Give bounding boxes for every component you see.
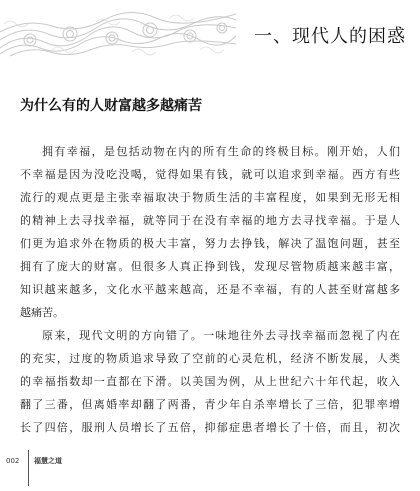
footer-divider bbox=[28, 450, 29, 486]
text-line: 的幸福指数却一直都在下滑。以美国为例，从上世纪六十年代起，收入 bbox=[20, 375, 400, 388]
text-line: 的精神上去寻找幸福，就等同于在没有幸福的地方去寻找幸福。于是人 bbox=[20, 214, 400, 227]
text-line: 拥有幸福，是包括动物在内的所有生命的终极目标。刚开始，人们 bbox=[42, 145, 400, 158]
page-number: 002 bbox=[6, 457, 20, 465]
text-line: 不幸福是因为没吃没喝，觉得如果有钱，就可以追求到幸福。西方有些 bbox=[20, 168, 400, 181]
text-line: 长了四倍，服刑人员增长了五倍，抑郁症患者增长了十倍，而且，初次 bbox=[20, 421, 400, 434]
text-line: 翻了三番，但离婚率却翻了两番，青少年自杀率增长了三倍，犯罪率增 bbox=[20, 398, 400, 411]
text-line: 拥有了庞大的财富。但很多人真正挣到钱，发现尽管物质越来越丰富， bbox=[20, 260, 400, 273]
text-line: 流行的观点更是主张幸福取决于物质生活的丰富程度，如果到无形无相 bbox=[20, 191, 400, 204]
section-heading: 为什么有的人财富越多越痛苦 bbox=[20, 98, 202, 114]
body-text bbox=[20, 140, 400, 439]
chapter-title: 一、现代人的困惑 bbox=[254, 26, 406, 47]
text-line: 们更为追求外在物质的极大丰富，努力去挣钱，解决了温饱问题，甚至 bbox=[20, 237, 400, 250]
cloud-pattern-decoration bbox=[0, 10, 236, 58]
text-line: 越痛苦。 bbox=[20, 306, 64, 319]
book-title: 福慧之道 bbox=[34, 457, 62, 465]
page-footer bbox=[6, 455, 19, 467]
text-line: 知识越来越多，文化水平越来越高，还是不幸福，有的人甚至财富越多 bbox=[20, 283, 400, 296]
text-line: 原来，现代文明的方向错了。一味地往外去寻找幸福而忽视了内在 bbox=[42, 329, 400, 342]
text-line: 的充实，过度的物质追求导致了空前的心灵危机，经济不断发展，人类 bbox=[20, 352, 400, 365]
chapter-header bbox=[0, 10, 420, 58]
